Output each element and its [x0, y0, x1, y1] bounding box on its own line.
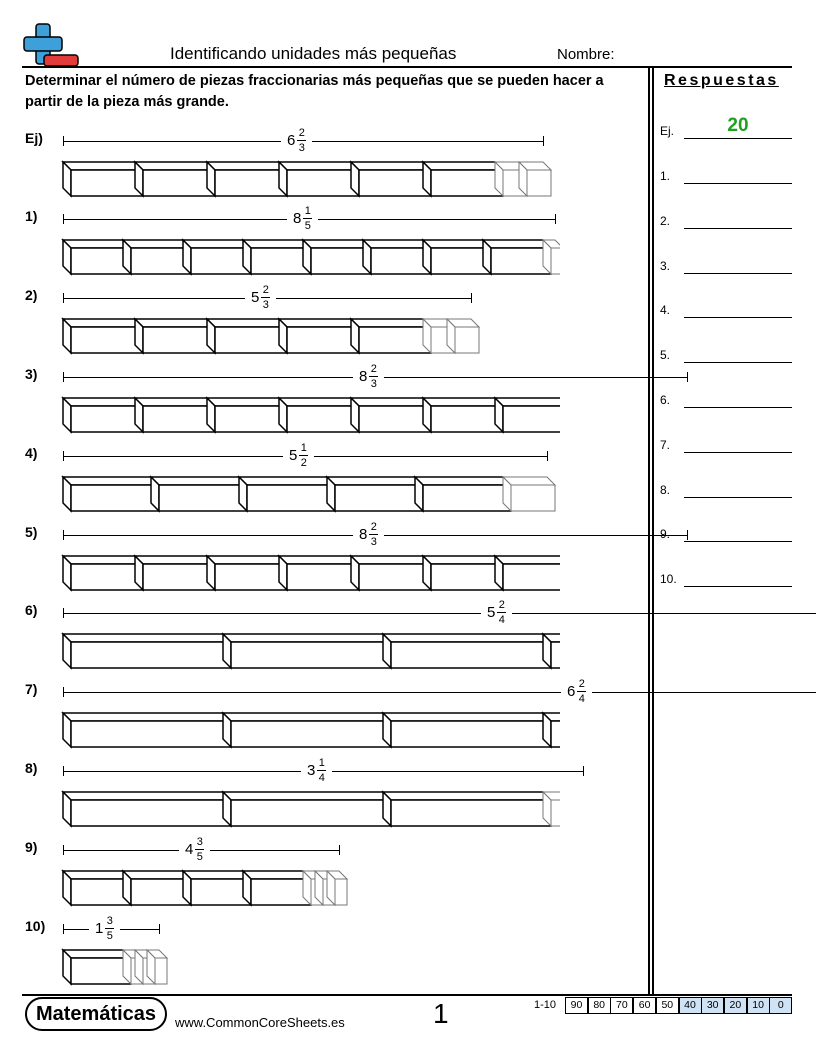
fraction-bar	[297, 140, 306, 141]
answer-label: 10.	[660, 572, 677, 587]
score-cell: 80	[588, 997, 611, 1014]
mixed-number-fraction	[105, 915, 114, 942]
whole-block	[63, 477, 159, 511]
answer-line[interactable]	[684, 273, 792, 274]
fraction-blocks	[60, 948, 560, 988]
mixed-number-whole: 1	[95, 920, 104, 937]
whole-block	[207, 162, 287, 196]
whole-block	[415, 477, 511, 511]
mixed-number-fraction	[577, 678, 586, 705]
measure-tick	[63, 530, 64, 540]
mixed-number	[353, 363, 384, 390]
problem-label: 8)	[25, 760, 38, 776]
fraction-denominator: 4	[578, 693, 585, 705]
header-rule	[22, 66, 792, 68]
answer-label: 5.	[660, 348, 671, 363]
problem-label: 7)	[25, 681, 38, 697]
score-range-label: 1-10	[534, 999, 557, 1011]
score-cell: 20	[724, 997, 747, 1014]
problem-label: 5)	[25, 524, 38, 540]
problem-label: 6)	[25, 602, 38, 618]
whole-block	[243, 871, 311, 905]
fraction-denominator: 3	[262, 299, 269, 311]
whole-block	[223, 713, 391, 747]
whole-block	[383, 713, 551, 747]
whole-block	[351, 556, 431, 590]
fraction-numerator: 2	[370, 521, 377, 533]
fraction-block	[543, 240, 560, 274]
whole-block	[135, 319, 215, 353]
fraction-blocks	[60, 317, 560, 357]
fraction-block	[543, 792, 560, 826]
whole-block	[183, 240, 251, 274]
measure-tick	[63, 845, 64, 855]
name-label: Nombre:	[557, 46, 615, 63]
fraction-blocks	[60, 396, 560, 436]
fraction-block	[519, 162, 551, 196]
fraction-block	[503, 477, 555, 511]
measure-tick	[543, 136, 544, 146]
problem-label: 1)	[25, 208, 38, 224]
mixed-number	[353, 521, 384, 548]
fraction-bar	[497, 612, 506, 613]
answer-label: 7.	[660, 437, 671, 452]
measure-tick	[471, 293, 472, 303]
measure-tick	[63, 372, 64, 382]
answer-line[interactable]	[684, 452, 792, 453]
whole-block	[351, 162, 431, 196]
fraction-numerator: 1	[304, 205, 311, 217]
fraction-numerator: 2	[578, 678, 585, 690]
whole-block	[423, 240, 491, 274]
fraction-numerator: 2	[498, 599, 505, 611]
score-cell: 40	[679, 997, 702, 1014]
whole-block	[63, 162, 143, 196]
whole-block	[279, 162, 359, 196]
fraction-blocks	[60, 632, 560, 672]
whole-block	[63, 556, 143, 590]
whole-block	[63, 634, 231, 668]
measure-tick	[687, 530, 688, 540]
whole-block	[543, 713, 560, 747]
whole-block	[135, 556, 215, 590]
fraction-block	[147, 950, 167, 984]
mixed-number	[281, 127, 312, 154]
answer-label: 8.	[660, 482, 671, 497]
problem-label: 2)	[25, 287, 38, 303]
fraction-bar	[369, 376, 378, 377]
score-cell: 60	[633, 997, 656, 1014]
mixed-number-whole: 5	[289, 447, 298, 464]
whole-block	[135, 398, 215, 432]
measure-tick	[339, 845, 340, 855]
whole-block	[243, 240, 311, 274]
mixed-number-fraction	[195, 836, 204, 863]
problem-label: 4)	[25, 445, 38, 461]
measure-tick	[63, 766, 64, 776]
measure-tick	[555, 214, 556, 224]
fraction-denominator: 4	[498, 614, 505, 626]
whole-block	[223, 634, 391, 668]
fraction-block	[447, 319, 479, 353]
fraction-numerator: 3	[106, 915, 113, 927]
whole-block	[423, 162, 503, 196]
problem-label: 9)	[25, 839, 38, 855]
answer-line[interactable]	[684, 362, 792, 363]
whole-block	[495, 398, 560, 432]
answers-title: Respuestas	[664, 72, 779, 89]
mixed-number-fraction	[497, 599, 506, 626]
website-url: www.CommonCoreSheets.es	[175, 1015, 345, 1030]
whole-block	[279, 556, 359, 590]
fraction-denominator: 5	[196, 851, 203, 863]
whole-block	[151, 477, 247, 511]
fraction-block	[327, 871, 347, 905]
measure-tick	[63, 924, 64, 934]
mixed-number-whole: 3	[307, 762, 316, 779]
answer-line[interactable]	[684, 183, 792, 184]
whole-block	[63, 950, 131, 984]
plus-minus-logo-icon	[22, 22, 80, 68]
whole-block	[363, 240, 431, 274]
fraction-numerator: 3	[196, 836, 203, 848]
fraction-bar	[577, 691, 586, 692]
mixed-number	[179, 836, 210, 863]
score-cell: 30	[701, 997, 724, 1014]
fraction-bar	[369, 534, 378, 535]
measure-line	[63, 692, 816, 693]
answer-label: 1.	[660, 169, 671, 183]
mixed-number	[301, 757, 332, 784]
mixed-number	[245, 284, 276, 311]
fraction-bar	[317, 770, 326, 771]
answer-line[interactable]	[684, 228, 792, 229]
whole-block	[63, 792, 231, 826]
whole-block	[327, 477, 423, 511]
fraction-denominator: 4	[318, 772, 325, 784]
problem-label: 3)	[25, 366, 38, 382]
whole-block	[63, 713, 231, 747]
fraction-denominator: 3	[370, 536, 377, 548]
fraction-blocks	[60, 160, 560, 200]
whole-block	[207, 398, 287, 432]
whole-block	[63, 398, 143, 432]
answer-line[interactable]	[684, 497, 792, 498]
measure-tick	[63, 687, 64, 697]
mixed-number-whole: 5	[251, 289, 260, 306]
fraction-blocks	[60, 238, 560, 278]
whole-block	[351, 398, 431, 432]
measure-tick	[63, 451, 64, 461]
fraction-blocks	[60, 790, 560, 830]
mixed-number-whole: 6	[567, 683, 576, 700]
answer-line-example[interactable]	[684, 138, 792, 139]
mixed-number-fraction	[317, 757, 326, 784]
mixed-number-fraction	[261, 284, 270, 311]
mixed-number-fraction	[297, 127, 306, 154]
mixed-number	[89, 915, 120, 942]
mixed-number-fraction	[369, 521, 378, 548]
fraction-denominator: 5	[106, 930, 113, 942]
fraction-numerator: 2	[370, 363, 377, 375]
answer-label: 6.	[660, 393, 671, 407]
fraction-denominator: 5	[304, 220, 311, 232]
whole-block	[423, 556, 503, 590]
footer-rule	[22, 994, 792, 996]
measure-tick	[63, 214, 64, 224]
measure-tick	[547, 451, 548, 461]
mixed-number-fraction	[303, 205, 312, 232]
score-cell: 10	[747, 997, 770, 1014]
fraction-denominator: 3	[370, 378, 377, 390]
fraction-bar	[195, 849, 204, 850]
fraction-bar	[105, 928, 114, 929]
fraction-numerator: 1	[300, 442, 307, 454]
mixed-number-whole: 8	[293, 210, 302, 227]
mixed-number-whole: 6	[287, 132, 296, 149]
mixed-number	[561, 678, 592, 705]
whole-block	[303, 240, 371, 274]
score-cell: 70	[610, 997, 633, 1014]
fraction-bar	[303, 218, 312, 219]
whole-block	[123, 240, 191, 274]
mixed-number-whole: 4	[185, 841, 194, 858]
fraction-blocks	[60, 554, 560, 594]
brand-badge: Matemáticas	[25, 997, 167, 1031]
measure-tick	[583, 766, 584, 776]
answer-label: 3.	[660, 258, 671, 273]
answer-label: 4.	[660, 303, 671, 318]
score-cell: 0	[769, 997, 792, 1014]
answer-value-example: 20	[727, 115, 749, 136]
whole-block	[351, 319, 431, 353]
measure-tick	[687, 372, 688, 382]
fraction-numerator: 2	[298, 127, 305, 139]
measure-line	[63, 613, 816, 614]
fraction-denominator: 3	[298, 142, 305, 154]
answer-label: 2.	[660, 213, 671, 228]
fraction-blocks	[60, 475, 560, 515]
answer-line[interactable]	[684, 586, 792, 587]
measure-tick	[63, 293, 64, 303]
whole-block	[207, 319, 287, 353]
score-cell: 90	[565, 997, 588, 1014]
score-cell: 50	[656, 997, 679, 1014]
whole-block	[135, 162, 215, 196]
whole-block	[223, 792, 391, 826]
whole-block	[383, 792, 551, 826]
answer-line[interactable]	[684, 541, 792, 542]
measure-tick	[63, 136, 64, 146]
mixed-number-fraction	[369, 363, 378, 390]
answer-line[interactable]	[684, 407, 792, 408]
mixed-number	[283, 442, 314, 469]
whole-block	[423, 398, 503, 432]
fraction-numerator: 1	[318, 757, 325, 769]
mixed-number	[481, 599, 512, 626]
whole-block	[239, 477, 335, 511]
measure-tick	[63, 608, 64, 618]
page-number: 1	[433, 998, 449, 1029]
whole-block	[123, 871, 191, 905]
whole-block	[543, 634, 560, 668]
whole-block	[207, 556, 287, 590]
answer-label-example: Ej.	[660, 124, 675, 138]
mixed-number-whole: 8	[359, 526, 368, 543]
fraction-denominator: 2	[300, 457, 307, 469]
whole-block	[63, 871, 131, 905]
whole-block	[63, 240, 131, 274]
whole-block	[383, 634, 551, 668]
fraction-bar	[299, 455, 308, 456]
mixed-number	[287, 205, 318, 232]
whole-block	[279, 398, 359, 432]
whole-block	[63, 319, 143, 353]
fraction-bar	[261, 297, 270, 298]
instructions: Determinar el número de piezas fraccionarias más pequeñas que se pueden hacer a partir de la pieza más grande.	[25, 73, 604, 110]
whole-block	[483, 240, 551, 274]
whole-block	[183, 871, 251, 905]
answer-line[interactable]	[684, 317, 792, 318]
measure-tick	[159, 924, 160, 934]
problem-label: 10)	[25, 918, 46, 934]
mixed-number-whole: 5	[487, 604, 496, 621]
fraction-blocks	[60, 869, 560, 909]
mixed-number-whole: 8	[359, 368, 368, 385]
mixed-number-fraction	[299, 442, 308, 469]
whole-block	[495, 556, 560, 590]
problem-label: Ej)	[25, 130, 43, 146]
fraction-numerator: 2	[262, 284, 269, 296]
worksheet-title: Identificando unidades más pequeñas	[170, 44, 457, 63]
column-divider	[648, 68, 654, 996]
fraction-blocks	[60, 711, 560, 751]
whole-block	[279, 319, 359, 353]
